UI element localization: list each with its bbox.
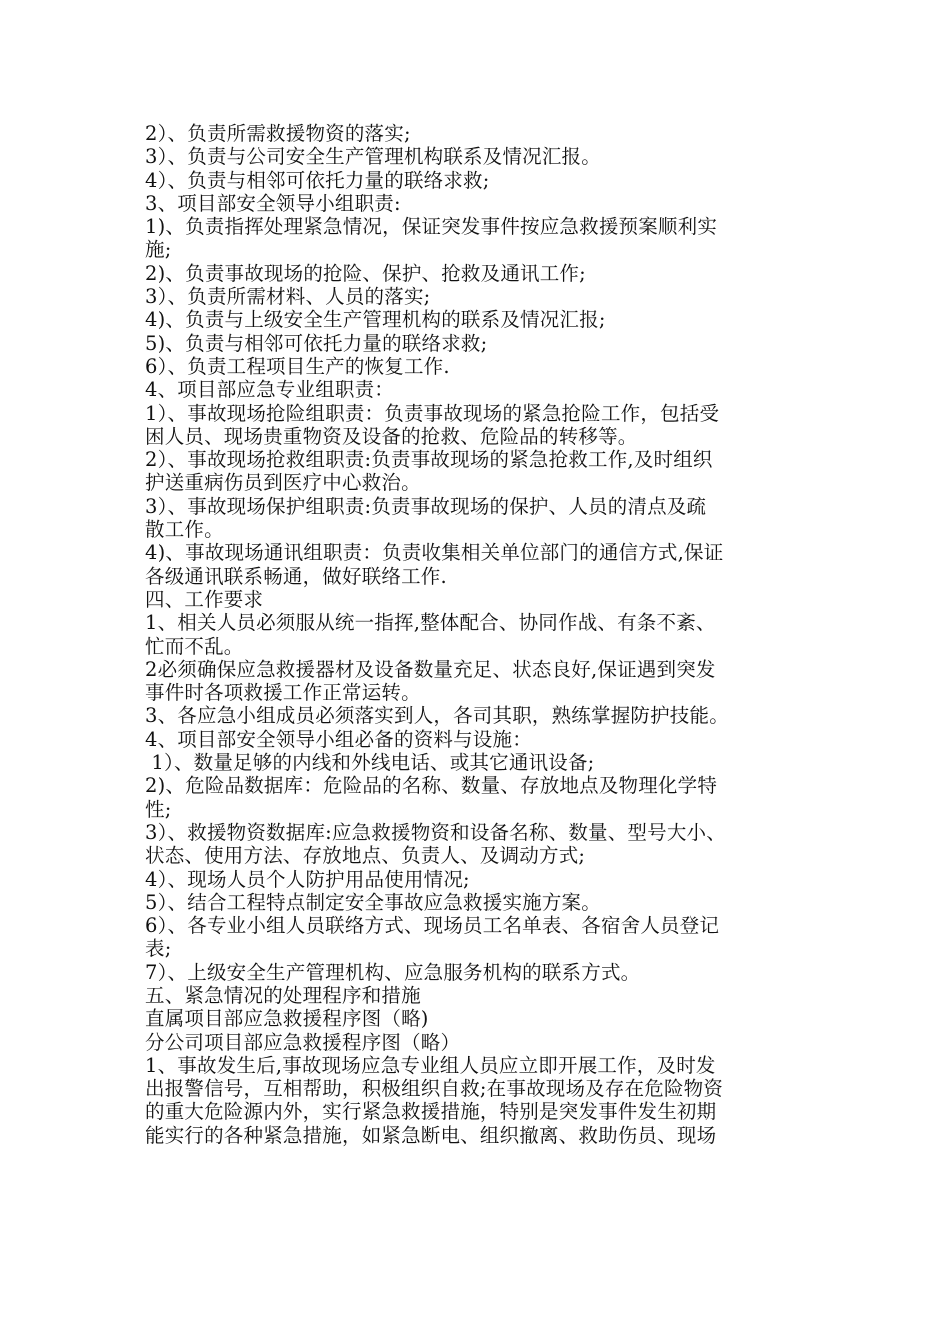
- text-line: 能实行的各种紧急措施，如紧急断电、组织撤离、救助伤员、现场: [145, 1123, 717, 1147]
- text-line: 6）、负责工程项目生产的恢复工作.: [145, 354, 450, 378]
- text-line: 4）、负责与相邻可依托力量的联络求救;: [145, 168, 490, 192]
- section-heading: 4、项目部应急专业组职责：: [145, 378, 395, 402]
- text-line: 困人员、现场贵重物资及设备的抢救、危险品的转移等。: [145, 424, 638, 448]
- text-line: 3、各应急小组成员必须落实到人，各司其职，熟练掌握防护技能。: [145, 704, 729, 728]
- text-line: 4）、现场人员个人防护用品使用情况;: [145, 867, 470, 891]
- text-line: 4)、负责与上级安全生产管理机构的联系及情况汇报;: [145, 308, 606, 332]
- document-body: [145, 122, 825, 1147]
- text-line: 2）、事故现场抢救组职责:负责事故现场的紧急抢救工作,及时组织: [145, 448, 713, 472]
- section-heading: 3、项目部安全领导小组职责:: [145, 191, 401, 215]
- section-heading: 四、工作要求: [145, 587, 264, 611]
- text-line: 性;: [145, 797, 172, 821]
- text-line: 的重大危险源内外，实行紧急救援措施，特别是突发事件发生初期: [145, 1100, 717, 1124]
- text-line: 5)、负责与相邻可依托力量的联络求救;: [145, 331, 488, 355]
- text-line: 施;: [145, 238, 172, 262]
- text-line: 2)、负责事故现场的抢险、保护、抢救及通讯工作;: [145, 261, 586, 285]
- section-heading: 五、紧急情况的处理程序和措施: [145, 983, 421, 1007]
- text-line: 1)、负责指挥处理紧急情况，保证突发事件按应急救援预案顺利实: [145, 215, 718, 239]
- text-line: 直属项目部应急救援程序图（略): [145, 1007, 429, 1031]
- text-line: 2）、负责所需救援物资的落实;: [145, 122, 411, 145]
- text-line: 3）、事故现场保护组职责:负责事故现场的保护、人员的清点及疏: [145, 494, 707, 518]
- text-line: 2必须确保应急救援器材及设备数量充足、状态良好,保证遇到突发: [145, 657, 716, 681]
- text-line: 护送重病伤员到医疗中心救治。: [145, 471, 421, 495]
- text-line: 4)、事故现场通讯组职责：负责收集相关单位部门的通信方式,保证: [145, 541, 724, 565]
- text-line: 散工作。: [145, 518, 224, 542]
- text-line: 3）、负责所需材料、人员的落实;: [145, 285, 431, 309]
- text-line: 1、相关人员必须服从统一指挥,整体配合、协同作战、有条不紊、: [145, 611, 716, 635]
- text-line: 表;: [145, 937, 172, 961]
- text-line: 出报警信号，互相帮助，积极组织自救;在事故现场及存在危险物资: [145, 1077, 724, 1101]
- text-line: 忙而不乱。: [145, 634, 244, 658]
- text-line: 1）、数量足够的内线和外线电话、或其它通讯设备;: [145, 751, 595, 775]
- text-line: 7）、上级安全生产管理机构、应急服务机构的联系方式。: [145, 960, 641, 984]
- text-line: 1、事故发生后,事故现场应急专业组人员应立即开展工作，及时发: [145, 1053, 716, 1077]
- text-line: 分公司项目部应急救援程序图（略）: [145, 1030, 461, 1054]
- text-line: 状态、使用方法、存放地点、负责人、及调动方式;: [145, 844, 586, 868]
- text-line: 事件时各项救援工作正常运转。: [145, 681, 421, 705]
- text-line: 3）、救援物资数据库:应急救援物资和设备名称、数量、型号大小、: [145, 820, 726, 844]
- text-line: 4、项目部安全领导小组必备的资料与设施：: [145, 727, 532, 751]
- text-line: 2)、危险品数据库：危险品的名称、数量、存放地点及物理化学特: [145, 774, 718, 798]
- text-line: 1）、事故现场抢险组职责：负责事故现场的紧急抢险工作，包括受: [145, 401, 720, 425]
- text-line: 各级通讯联系畅通，做好联络工作.: [145, 564, 447, 588]
- text-line: 5）、结合工程特点制定安全事故应急救援实施方案。: [145, 890, 601, 914]
- text-line: 3）、负责与公司安全生产管理机构联系及情况汇报。: [145, 145, 601, 169]
- text-line: 6）、各专业小组人员联络方式、现场员工名单表、各宿舍人员登记: [145, 914, 720, 938]
